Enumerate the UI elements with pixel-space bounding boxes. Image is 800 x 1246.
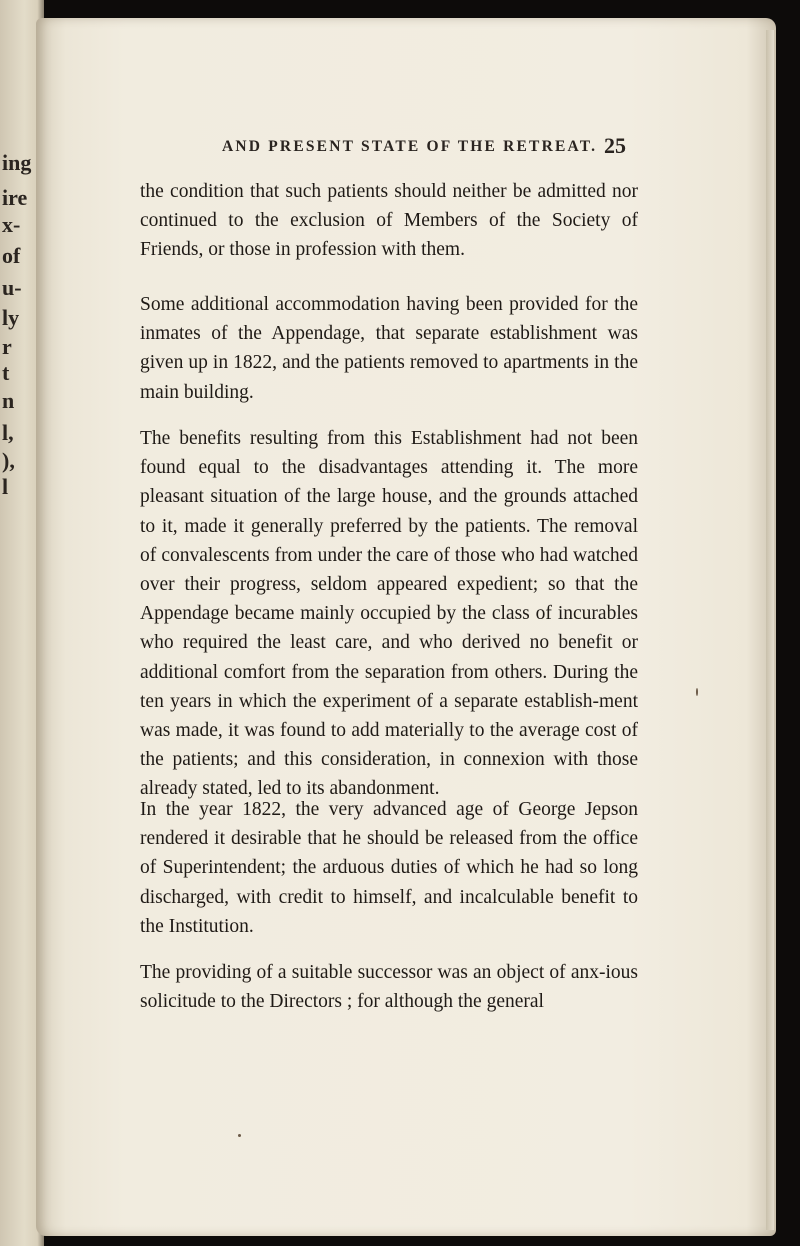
- prev-fragment: u-: [2, 275, 22, 300]
- prev-fragment: ),: [2, 448, 15, 473]
- prev-fragment: x-: [2, 212, 21, 237]
- page-number: 25: [604, 133, 626, 158]
- ink-speck: [696, 688, 698, 696]
- prev-fragment: of: [2, 243, 21, 268]
- paragraph-george-jepson: In the year 1822, the very advanced age of George Jepson rendered it desirable that he should be released from the office of Superintendent; the arduous duties of which he had so long discharged, with credit to himself, and incalculable benefit to the Institution.: [140, 799, 638, 937]
- paragraph-appendage-given-up: Some additional accommodation having been provided for the inmates of the Appendage, that separate establishment was given up in 1822, and the patients removed to apartments in the main building.: [140, 294, 638, 403]
- prev-fragment: ly: [2, 305, 20, 330]
- ink-speck: [238, 1134, 241, 1137]
- prev-fragment: ire: [2, 185, 28, 210]
- paragraph-successor: The providing of a suitable successor was an object of anx-ious solicitude to the Directors ; for although the general: [140, 962, 638, 1013]
- prev-fragment: r: [2, 334, 12, 359]
- prev-fragment: l,: [2, 420, 14, 445]
- prev-fragment: t: [2, 360, 10, 385]
- prev-fragment: n: [2, 388, 15, 413]
- prev-fragment: l: [2, 474, 9, 499]
- prev-fragment: ing: [2, 150, 32, 175]
- paragraph-continued: the condition that such patients should neither be admitted nor continued to the exclusion of Members of the Society of Friends, or those in profession with them.: [140, 181, 638, 261]
- paragraph-benefits: The benefits resulting from this Establishment had not been found equal to the disadvantages attending it. The more pleasant situation of the large house, and the grounds attached to it, made it generally preferred by the patients. The removal of convalescents from under the care of those who had watched over their progress, seldom appeared expedient; so that the Appendage became mainly occupied by the class of incurables who required the least care, and who derived no benefit or additional comfort from the separation from others. During the ten years in which the experiment of a separate establish-ment was made, it was found to add materially to the average cost of the patients; and this consideration, in connexion with those already stated, led to its abandonment.: [140, 428, 638, 800]
- page-edge: [766, 30, 774, 1230]
- running-header: AND PRESENT STATE OF THE RETREAT.: [222, 138, 598, 155]
